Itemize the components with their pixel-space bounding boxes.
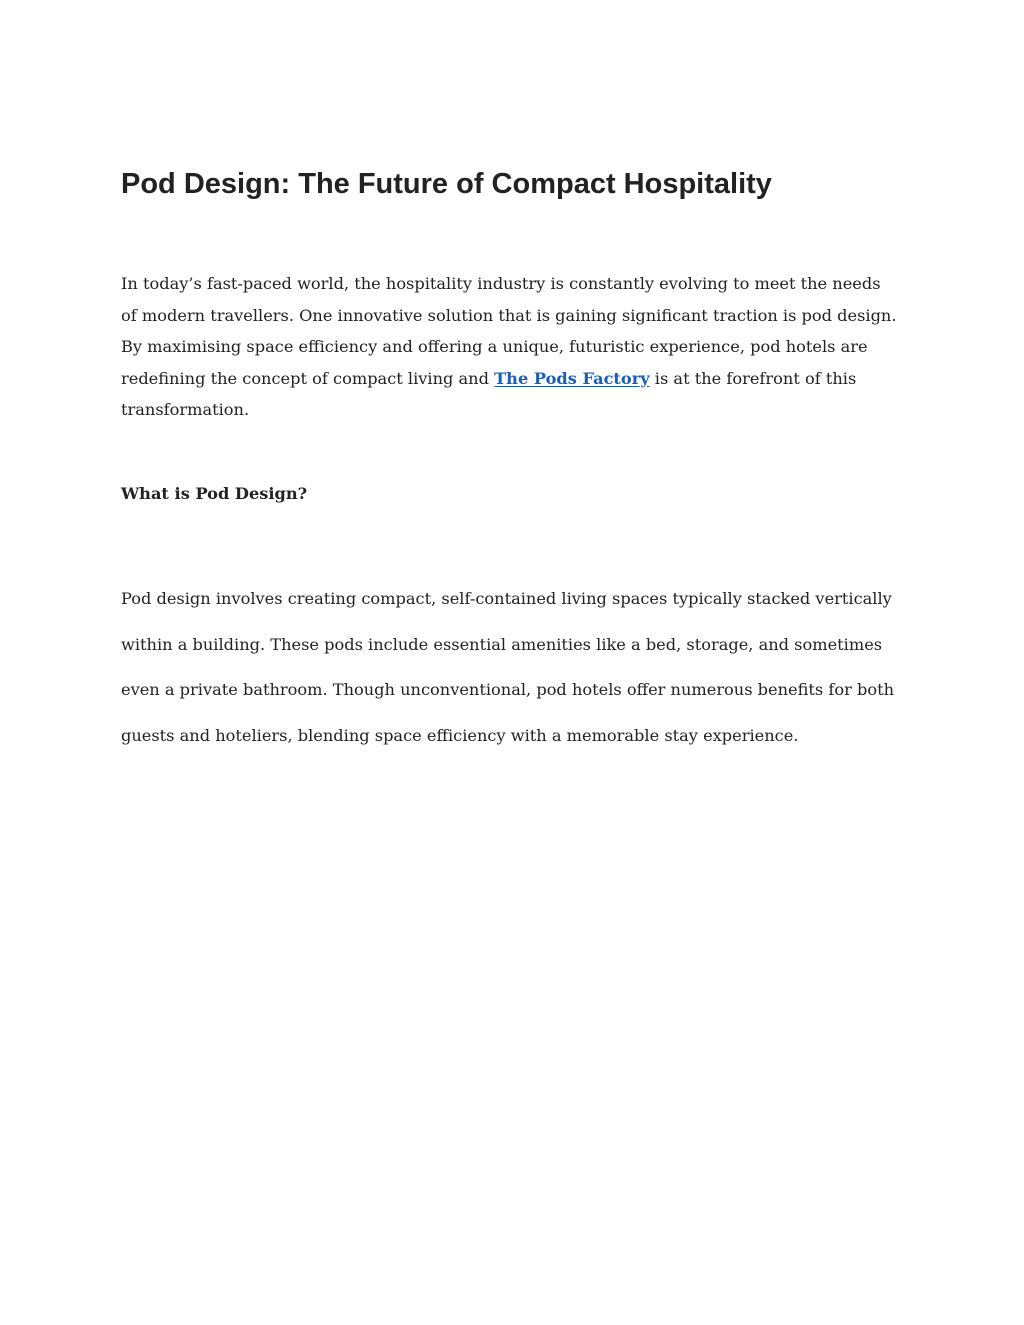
page-title: Pod Design: The Future of Compact Hospitality <box>121 168 772 200</box>
intro-paragraph <box>121 268 901 426</box>
pods-factory-link[interactable]: The Pods Factory <box>494 368 650 388</box>
intro-text-after-link: is at the forefront of this transformation. <box>121 368 857 419</box>
section-heading: What is Pod Design? <box>121 484 308 503</box>
intro-text-before-link: In today’s fast-paced world, the hospitality industry is constantly evolving to meet the needs of modern travellers. One innovative solution that is gaining significant traction is pod design. By maximising space efficiency and offering a unique, futuristic experience, pod hotels are redefining the concept of compact living and <box>121 274 897 388</box>
section-paragraph: Pod design involves creating compact, self-contained living spaces typically stacked vertically within a building. These pods include essential amenities like a bed, storage, and sometimes even a private bathroom. Though unconventional, pod hotels offer numerous benefits for both guests and hoteliers, blending space efficiency with a memorable stay experience. <box>121 589 895 745</box>
